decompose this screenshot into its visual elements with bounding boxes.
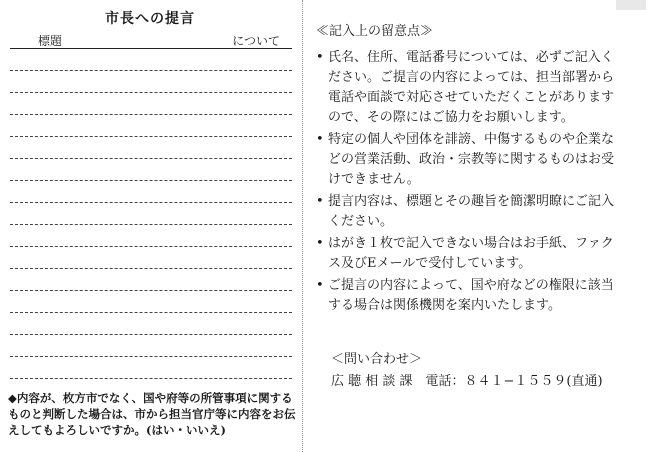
instructions bbox=[316, 22, 616, 318]
bullet-icon: • bbox=[316, 194, 324, 209]
instruction-text: はがき１枚で記入できない場合はお手紙、ファクス及びEメールで受付しています。 bbox=[328, 236, 614, 271]
instruction-text: 氏名、住所、電話番号については、必ずご記入ください。ご提言の内容によっては、担当部署から電話や面談で対応させていただくことがありますので、その際にはご協力をお願いします。 bbox=[328, 50, 615, 125]
instruction-text: 提言内容は、標題とその趣旨を簡潔明瞭にご記入ください。 bbox=[328, 194, 615, 229]
writing-line[interactable] bbox=[10, 334, 292, 335]
instructions-heading: ≪記入上の留意点≫ bbox=[316, 24, 434, 39]
instruction-text: ご提言の内容によって、国や府などの権限に該当する場合は関係機関を案内いたします。 bbox=[328, 278, 614, 313]
bullet-icon: • bbox=[316, 50, 324, 65]
writing-line[interactable] bbox=[10, 202, 292, 203]
writing-line[interactable] bbox=[10, 180, 292, 181]
bullet-icon: • bbox=[316, 278, 324, 293]
about-label: について bbox=[232, 34, 280, 48]
writing-line[interactable] bbox=[10, 158, 292, 159]
writing-line[interactable] bbox=[10, 114, 292, 115]
bullet-icon: • bbox=[316, 236, 324, 251]
instruction-item bbox=[316, 276, 616, 316]
writing-line[interactable] bbox=[10, 268, 292, 269]
fold-divider bbox=[302, 0, 303, 452]
form-title: 市長への提言 bbox=[105, 11, 195, 27]
bullet-icon: • bbox=[316, 132, 324, 147]
writing-line[interactable] bbox=[10, 378, 292, 379]
jurisdiction-note: ◆内容が、枚方市でなく、国や府等の所管事項に関するものと判断した場合は、市から担当官庁等に内容をお伝えしてもよろしいですか。(はい・いいえ) bbox=[8, 391, 296, 437]
writing-line[interactable] bbox=[10, 246, 292, 247]
writing-line[interactable] bbox=[10, 70, 292, 71]
instruction-item bbox=[316, 48, 616, 128]
writing-line[interactable] bbox=[10, 136, 292, 137]
writing-line[interactable] bbox=[10, 224, 292, 225]
writing-line[interactable] bbox=[10, 312, 292, 313]
contact-heading: ＜問い合わせ＞ bbox=[331, 352, 423, 367]
instruction-item bbox=[316, 234, 616, 274]
writing-line[interactable] bbox=[10, 356, 292, 357]
contact-info: 広 聴 相 談 課 電話：８４１−１５５９(直通) bbox=[331, 374, 603, 389]
writing-line[interactable] bbox=[10, 290, 292, 291]
instruction-text: 特定の個人や団体を誹謗、中傷するものや企業などの営業活動、政治・宗教等に関するものはお受けできません。 bbox=[328, 132, 615, 187]
instruction-item bbox=[316, 192, 616, 232]
writing-line[interactable] bbox=[10, 92, 292, 93]
corner-mark bbox=[616, 0, 646, 10]
subject-row bbox=[10, 30, 292, 48]
instruction-item bbox=[316, 130, 616, 190]
proposal-form bbox=[0, 0, 302, 452]
subject-label: 標題 bbox=[38, 34, 63, 48]
writing-line[interactable] bbox=[10, 48, 292, 49]
